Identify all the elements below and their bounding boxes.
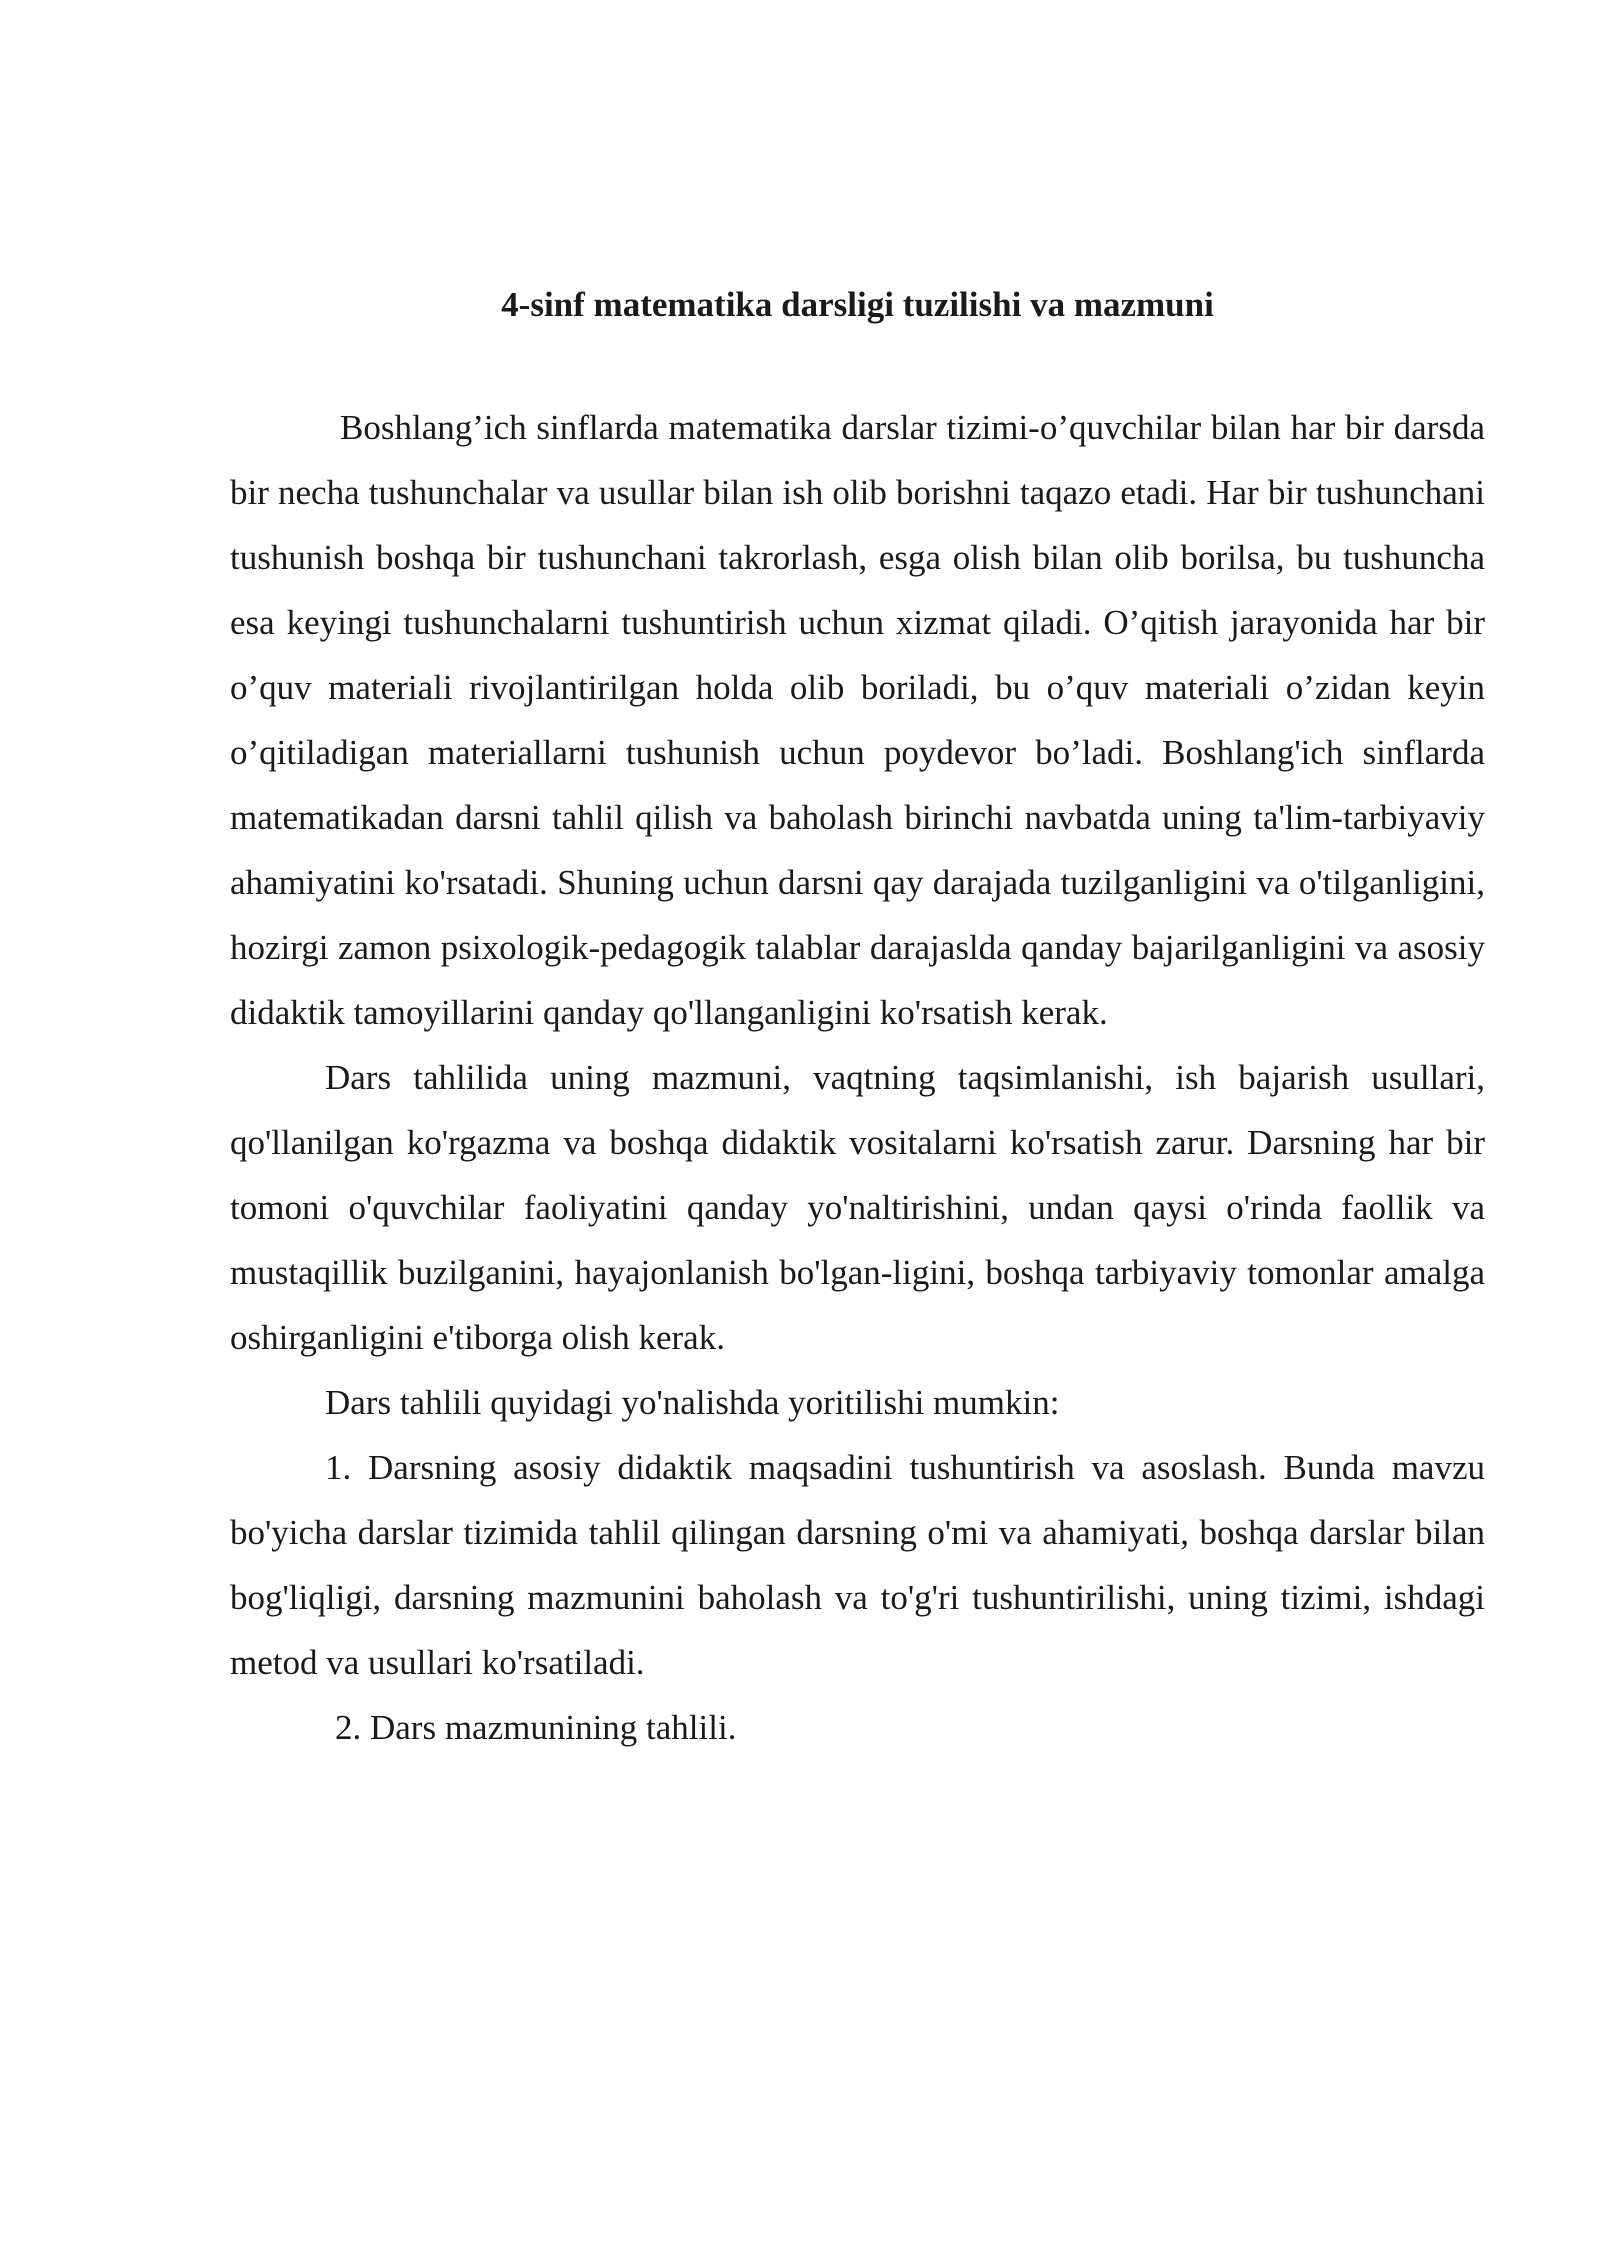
list-item-1: 1. Darsning asosiy didaktik maqsadini tushuntirish va asoslash. Bunda mavzu bo'yicha darslar tizimida tahlil qilingan darsning o'mi va ahamiyati, boshqa darslar bilan bog'liqligi, darsning mazmunini baholash va to'g'ri tushuntirilishi, uning tizimi, ishdagi metod va usullari ko'rsatiladi. bbox=[230, 1448, 1485, 1682]
paragraph-directions: Dars tahlili quyidagi yo'nalishda yoritilishi mumkin: bbox=[325, 1383, 1060, 1422]
paragraph-intro: Boshlang’ich sinflarda matematika darslar tizimi-o’quvchilar bilan har bir darsda bir necha tushunchalar va usullar bilan ish olib borishni taqazo etadi. Har bir tushunchani tushunish boshqa bir tushunchani takrorlash, esga olish bilan olib borilsa, bu tushuncha esa keyingi tushunchalarni tushuntirish uchun xizmat qiladi. O’qitish jarayonida har bir o’quv materiali rivojlantirilgan holda olib boriladi, bu o’quv materiali o’zidan keyin o’qitiladigan materiallarni tushunish uchun poydevor bo’ladi. Boshlang'ich sinflarda matematikadan darsni tahlil qilish va baholash birinchi navbatda uning ta'lim-tarbiyaviy ahamiyatini ko'rsatadi. Shuning uchun darsni qay darajada tuzilganligini va o'tilganligini, hozirgi zamon psixologik-pedagogik talablar darajaslda qanday bajarilganligini va asosiy didaktik tamoyillarini qanday qo'llanganligini ko'rsatish kerak. bbox=[230, 408, 1485, 1032]
document-title: 4-sinf matematika darsligi tuzilishi va mazmuni bbox=[501, 285, 1214, 324]
document-page bbox=[230, 280, 1485, 1760]
list-item-2: 2. Dars mazmunining tahlili. bbox=[335, 1708, 737, 1747]
paragraph-analysis: Dars tahlilida uning mazmuni, vaqtning taqsimlanishi, ish bajarish usullari, qo'llanilgan ko'rgazma va boshqa didaktik vositalarni ko'rsatish zarur. Darsning har bir tomoni o'quvchilar faoliyatini qanday yo'naltirishini, undan qaysi o'rinda faollik va mustaqillik buzilganini, hayajonlanish bo'lgan-ligini, boshqa tarbiyaviy tomonlar amalga oshirganligini e'tiborga olish kerak. bbox=[230, 1058, 1485, 1357]
